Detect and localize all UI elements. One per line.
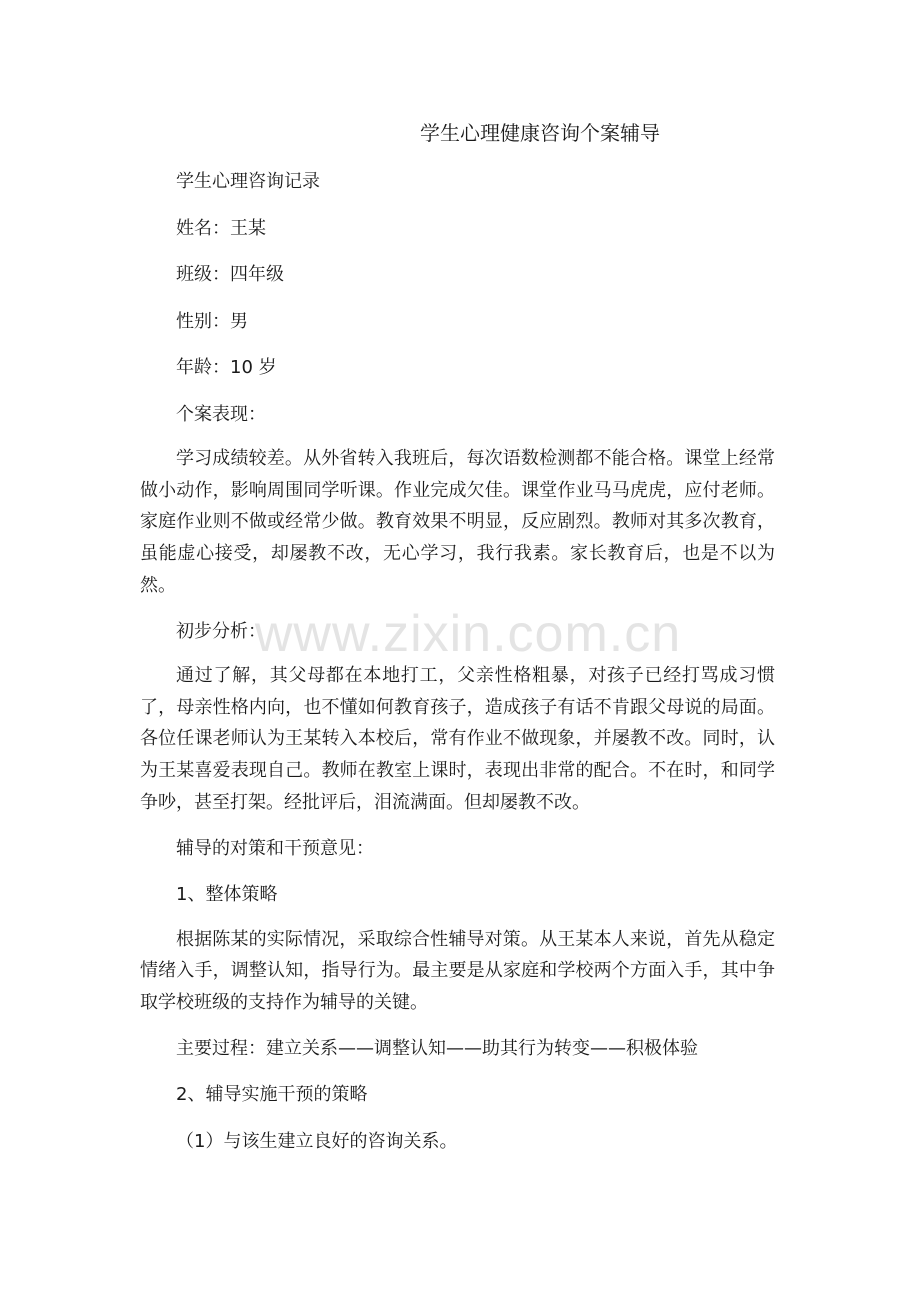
document-body bbox=[140, 164, 775, 1170]
intervention-heading: 2、辅导实施干预的策略 bbox=[176, 1084, 368, 1106]
student-name: 姓名：王某 bbox=[176, 217, 266, 239]
document-title: 学生心理健康咨询个案辅导 bbox=[420, 121, 660, 145]
intervention-step-1: （1）与该生建立良好的咨询关系。 bbox=[176, 1130, 458, 1152]
analysis-paragraph: 通过了解，其父母都在本地打工，父亲性格粗暴，对孩子已经打骂成习惯了，母亲性格内向，也不懂如何教育孩子，造成孩子有话不肯跟父母说的局面。各位任课老师认为王某转入本校后，常有作业不做现象，并屡教不改。同时，认为王某喜爱表现自己。教师在教室上课时，表现出非常的配合。不在时，和同学争吵，甚至打架。经批评后，泪流满面。但却屡教不改。 bbox=[140, 665, 775, 813]
student-age: 年龄：10 岁 bbox=[176, 357, 277, 378]
case-paragraph: 学习成绩较差。从外省转入我班后，每次语数检测都不能合格。课堂上经常做小动作，影响周围同学听课。作业完成欠佳。课堂作业马马虎虎，应付老师。家庭作业则不做或经常少做。教育效果不明显，反应剧烈。教师对其多次教育，虽能虚心接受，却屡教不改，无心学习，我行我素。家长教育后，也是不以为然。 bbox=[140, 448, 775, 596]
analysis-heading: 初步分析： bbox=[176, 620, 266, 642]
student-gender: 性别：男 bbox=[176, 310, 248, 332]
overall-strategy-paragraph: 根据陈某的实际情况，采取综合性辅导对策。从王某本人来说，首先从稳定情绪入手，调整认知，指导行为。最主要是从家庭和学校两个方面入手，其中争取学校班级的支持作为辅导的关键。 bbox=[140, 928, 775, 1013]
main-process: 主要过程：建立关系——调整认知——助其行为转变——积极体验 bbox=[176, 1037, 698, 1059]
case-heading: 个案表现： bbox=[176, 403, 266, 425]
student-grade: 班级：四年级 bbox=[176, 264, 284, 285]
strategy-heading: 辅导的对策和干预意见： bbox=[176, 837, 374, 859]
record-heading: 学生心理咨询记录 bbox=[176, 171, 320, 192]
watermark: www.zixin.com.cn bbox=[254, 605, 682, 663]
overall-strategy-heading: 1、整体策略 bbox=[176, 884, 278, 906]
